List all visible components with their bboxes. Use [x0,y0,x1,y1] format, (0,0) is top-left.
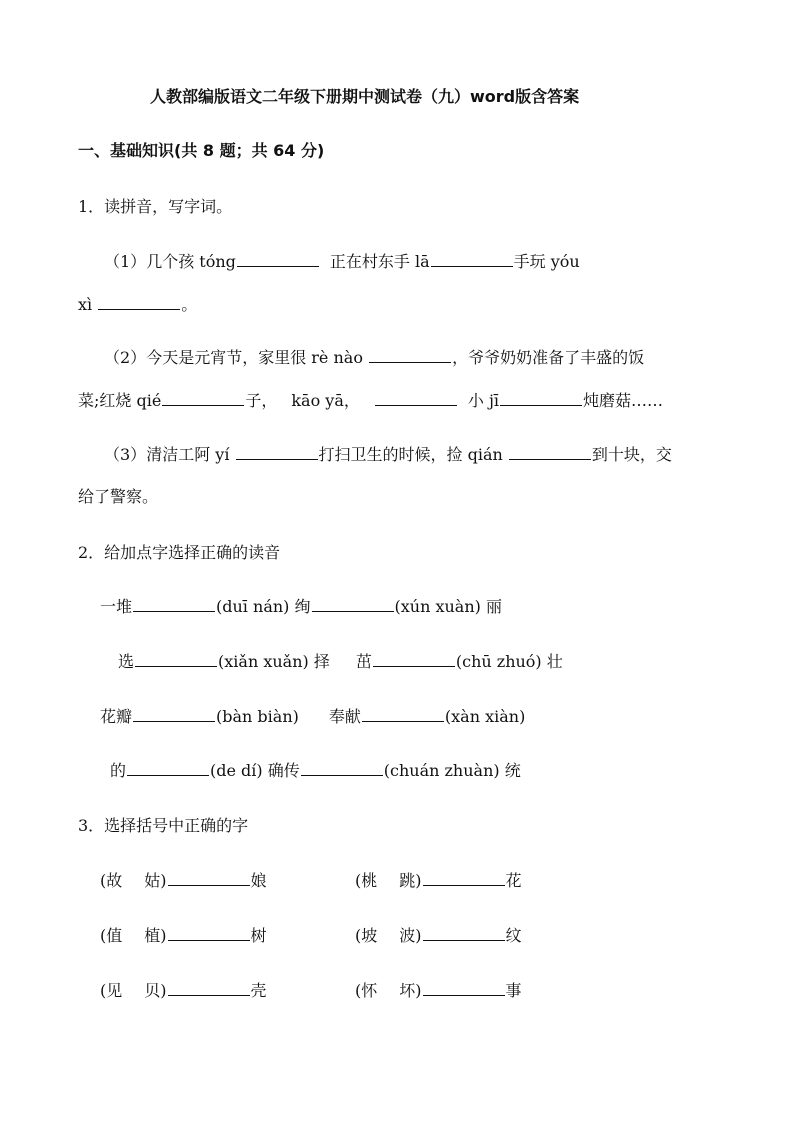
q3-option-a: (故 [100,871,123,890]
answer-blank[interactable] [236,445,318,460]
q3-suffix: 花 [505,871,522,890]
q3-option-b: 跳) [399,871,422,890]
answer-blank[interactable] [237,252,319,267]
q1-p3-text-c: 到十块，交 [591,445,672,464]
answer-blank[interactable] [133,597,215,612]
q3-option-b: 波) [399,926,422,945]
q3-row-2-right [355,925,522,947]
q2-row-1 [100,596,502,618]
q1-p1-text-b: 正在村东手 lā [329,252,430,271]
answer-blank[interactable] [431,252,513,267]
q1-p1-text-a: 几个孩 tóng [146,252,236,271]
q2-r2-d: (chū zhuó) 壮 [455,652,563,671]
q3-row-1-right [355,870,522,892]
q1-p2-text-d: 子， [245,391,278,410]
answer-blank[interactable] [162,391,244,406]
q1-p2-text-b: ，爷爷奶奶准备了丰盛的饭 [452,348,645,367]
q3-option-a: (坡 [355,926,378,945]
answer-blank[interactable] [168,926,250,941]
answer-blank[interactable] [168,981,250,996]
q1-part-1-line-2 [78,294,197,316]
answer-blank[interactable] [312,597,394,612]
q2-row-3 [100,706,525,728]
q1-p2-text-c: 菜;红烧 qié [78,391,162,410]
q1-p3-text-a: 清洁工阿 yí [146,445,230,464]
question-1-heading: 1．读拼音，写字词。 [78,197,233,216]
q1-p2-text-e: kāo yā， [291,391,360,410]
q3-suffix: 树 [250,926,267,945]
answer-blank[interactable] [127,761,209,776]
answer-blank[interactable] [369,348,451,363]
answer-blank[interactable] [362,707,444,722]
answer-blank[interactable] [98,295,180,310]
document-title: 人教部编版语文二年级下册期中测试卷（九）word版含答案 [150,87,580,106]
answer-blank[interactable] [500,391,582,406]
q1-p1-text-d: xì [78,295,93,314]
q1-part-1-line-1 [104,251,580,273]
answer-blank[interactable] [509,445,591,460]
question-3-heading: 3．选择括号中正确的字 [78,816,249,835]
q3-option-b: 贝) [144,981,167,1000]
answer-blank[interactable] [423,871,505,886]
answer-blank[interactable] [133,707,215,722]
q3-option-b: 植) [144,926,167,945]
q2-row-4 [110,760,521,782]
q1-p2-text-a: 今天是元宵节，家里很 rè nào [146,348,363,367]
q2-r3-a: 花瓣 [100,707,133,726]
q3-suffix: 纹 [505,926,522,945]
q2-r1-c: (xún xuàn) 丽 [394,597,502,616]
q2-r4-b: (de dí) 确传 [210,761,300,780]
q1-part-3-line-1 [104,444,672,466]
q1-p3-text-b: 打扫卫生的时候，捡 qián [318,445,503,464]
answer-blank[interactable] [301,761,383,776]
q3-row-3-right [355,980,522,1002]
answer-blank[interactable] [135,652,217,667]
answer-blank[interactable] [375,391,457,406]
q2-r3-d: (xàn xiàn) [444,707,526,726]
answer-blank[interactable] [373,652,455,667]
q3-suffix: 娘 [250,871,267,890]
q2-r3-c: 奉献 [328,707,361,726]
answer-blank[interactable] [423,981,505,996]
q2-r2-c: 茁 [355,652,372,671]
q1-p2-text-g: 炖磨菇…… [583,391,664,410]
q3-suffix: 事 [505,981,522,1000]
q2-r1-b: (duī nán) 绚 [216,597,311,616]
q1-part-2-line-2 [78,390,663,412]
q2-r3-b: (bàn biàn) [216,707,299,726]
q3-suffix: 壳 [250,981,267,1000]
q3-option-a: (见 [100,981,123,1000]
q3-option-b: 姑) [144,871,167,890]
q2-r1-a: 一堆 [100,597,133,616]
q2-r2-a: 选 [118,652,135,671]
answer-blank[interactable] [168,871,250,886]
q1-p2-text-f: 小 jī [467,391,500,410]
q3-row-3-left [100,980,267,1002]
q2-r4-c: (chuán zhuàn) 统 [383,761,521,780]
q2-r2-b: (xiǎn xuǎn) 择 [218,652,330,671]
q3-row-2-left [100,925,267,947]
q1-p2-number: （2） [104,348,147,367]
section-heading: 一、基础知识(共 8 题；共 64 分) [78,141,325,160]
q3-option-a: (值 [100,926,123,945]
q2-r4-a: 的 [110,761,127,780]
q1-p1-number: （1） [104,252,147,271]
q3-option-a: (桃 [355,871,378,890]
q1-p1-text-c: 手玩 yóu [513,252,580,271]
q3-option-b: 坏) [399,981,422,1000]
q3-option-a: (怀 [355,981,378,1000]
q1-part-2-line-1 [104,347,644,369]
q1-p1-end: 。 [181,295,198,314]
question-2-heading: 2．给加点字选择正确的读音 [78,543,281,562]
q1-part-3-line-2: 给了警察。 [78,487,159,506]
q2-row-2 [118,651,563,673]
q1-p3-number: （3） [104,445,147,464]
q3-row-1-left [100,870,267,892]
answer-blank[interactable] [423,926,505,941]
